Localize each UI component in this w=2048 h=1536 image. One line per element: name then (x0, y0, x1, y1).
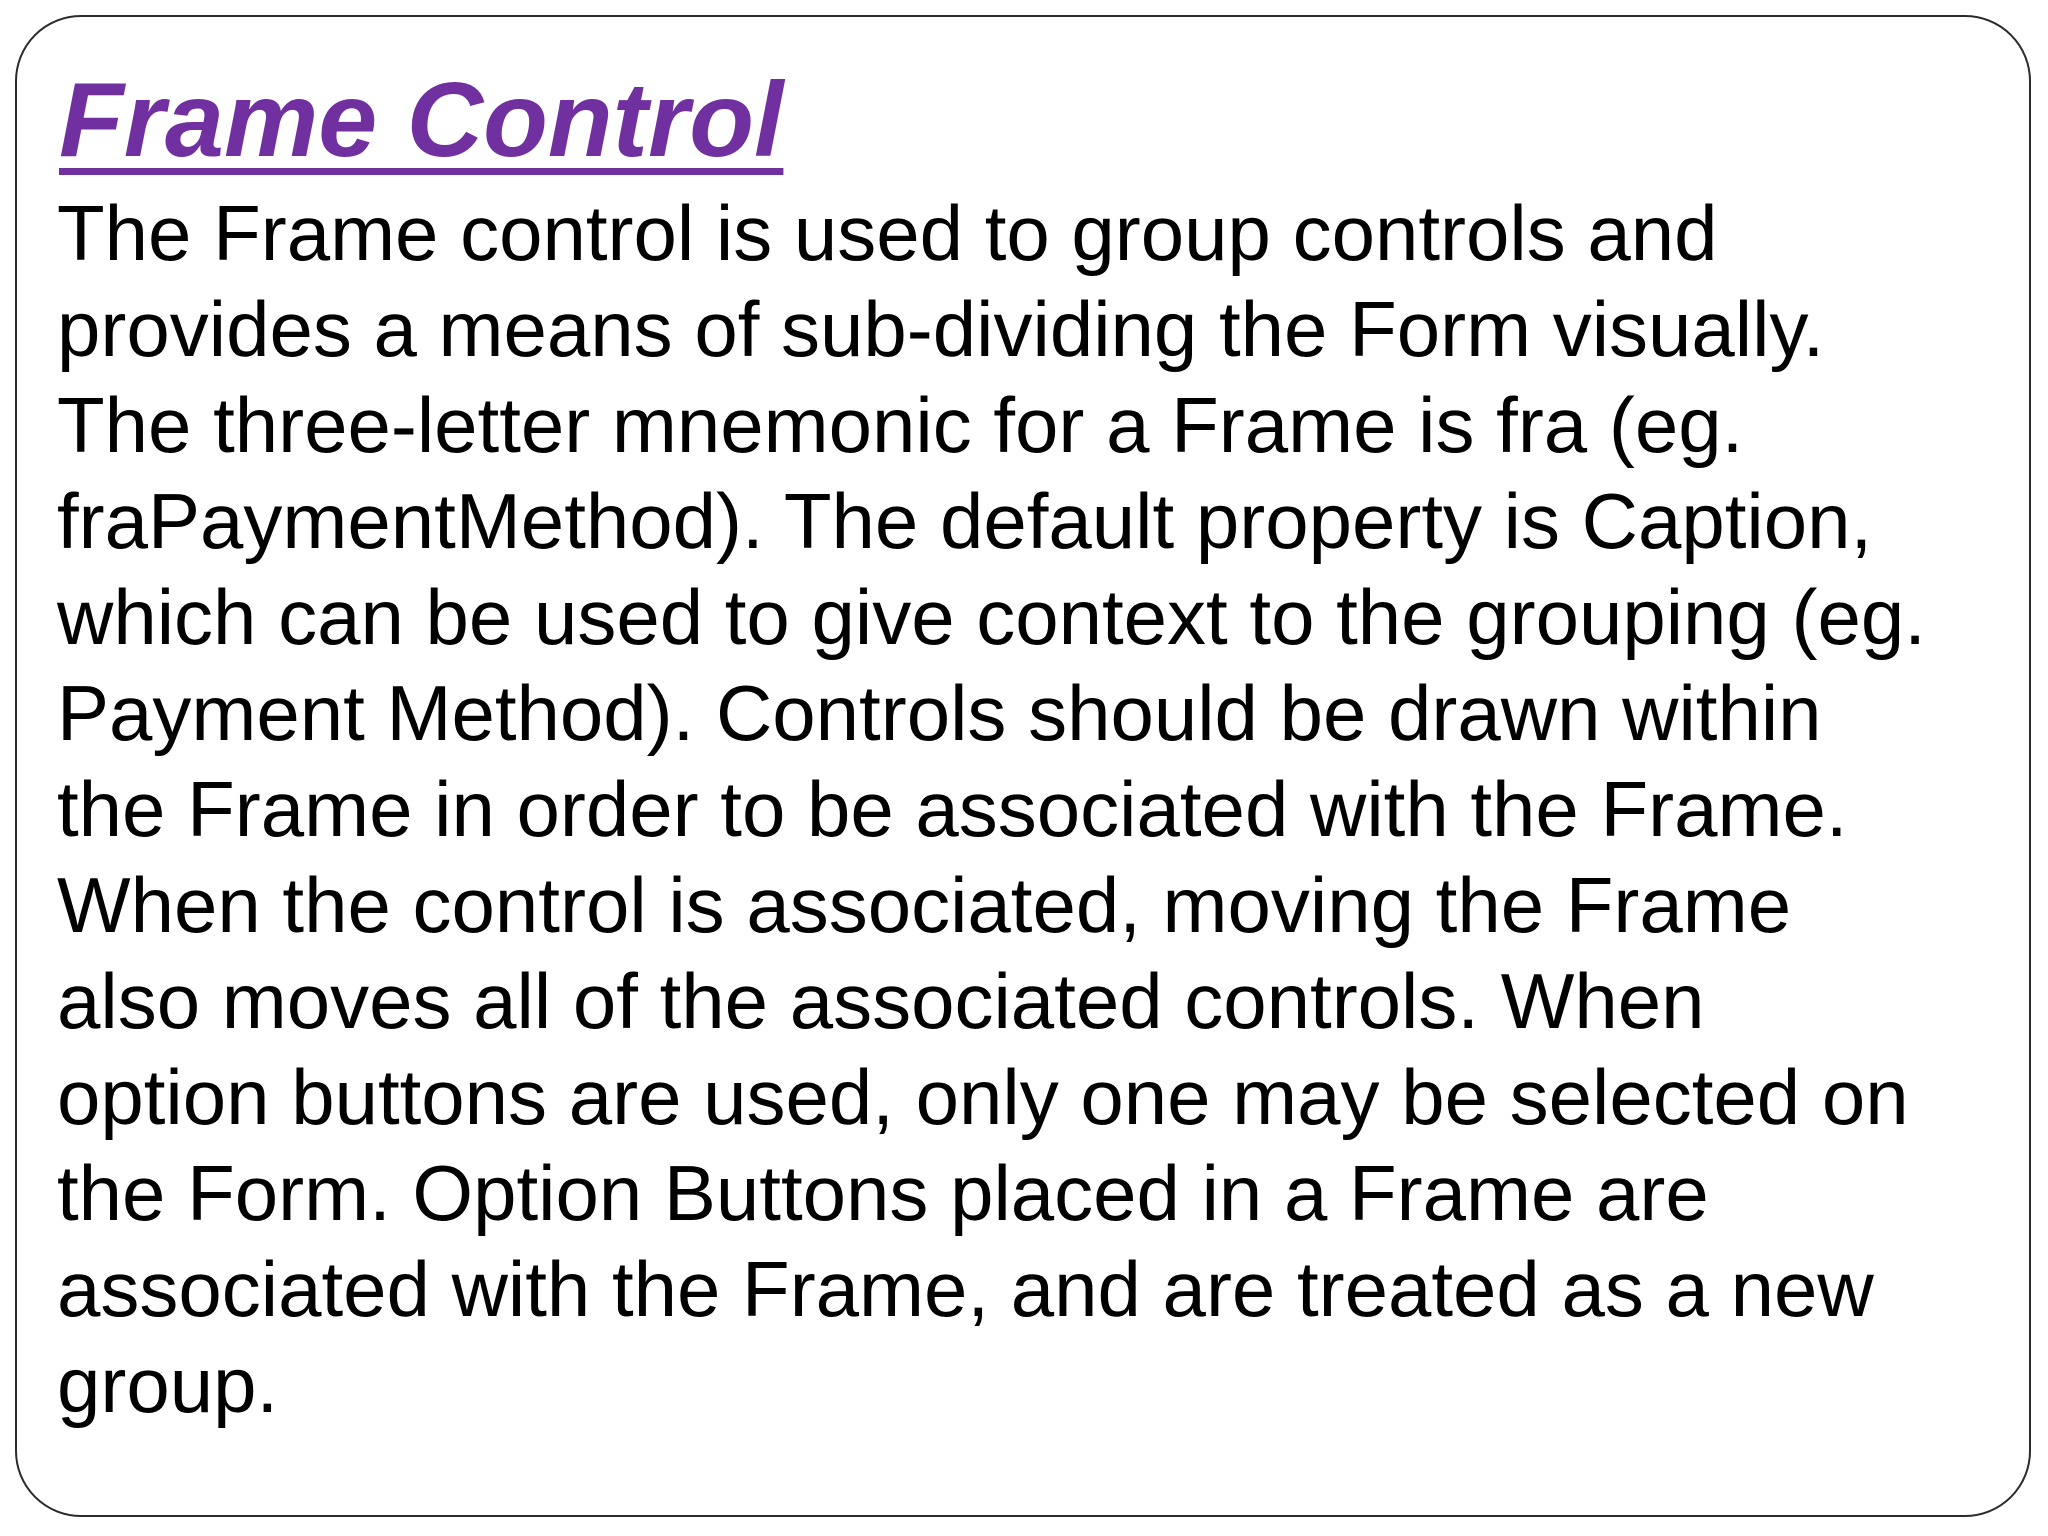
body-line: When the control is associated, moving the Frame (57, 861, 1792, 949)
body-line: The three-letter mnemonic for a Frame is fra (eg. (57, 381, 1744, 469)
slide-body (57, 185, 2017, 1433)
slide-frame (15, 15, 2031, 1517)
body-line: provides a means of sub-dividing the Form visually. (57, 285, 1825, 373)
body-line: group. (57, 1341, 279, 1429)
body-line: also moves all of the associated controls. When (57, 957, 1705, 1045)
body-line: fraPaymentMethod). The default property is Caption, (57, 477, 1873, 565)
body-line: the Frame in order to be associated with the Frame. (57, 765, 1848, 853)
body-line: The Frame control is used to group controls and (57, 189, 1718, 277)
body-line: Payment Method). Controls should be drawn within (57, 669, 1822, 757)
body-line: the Form. Option Buttons placed in a Frame are (57, 1149, 1709, 1237)
body-line: associated with the Frame, and are treated as a new (57, 1245, 1874, 1333)
slide-title: Frame Control (59, 61, 784, 179)
body-line: option buttons are used, only one may be selected on (57, 1053, 1909, 1141)
body-line: which can be used to give context to the grouping (eg. (57, 573, 1926, 661)
